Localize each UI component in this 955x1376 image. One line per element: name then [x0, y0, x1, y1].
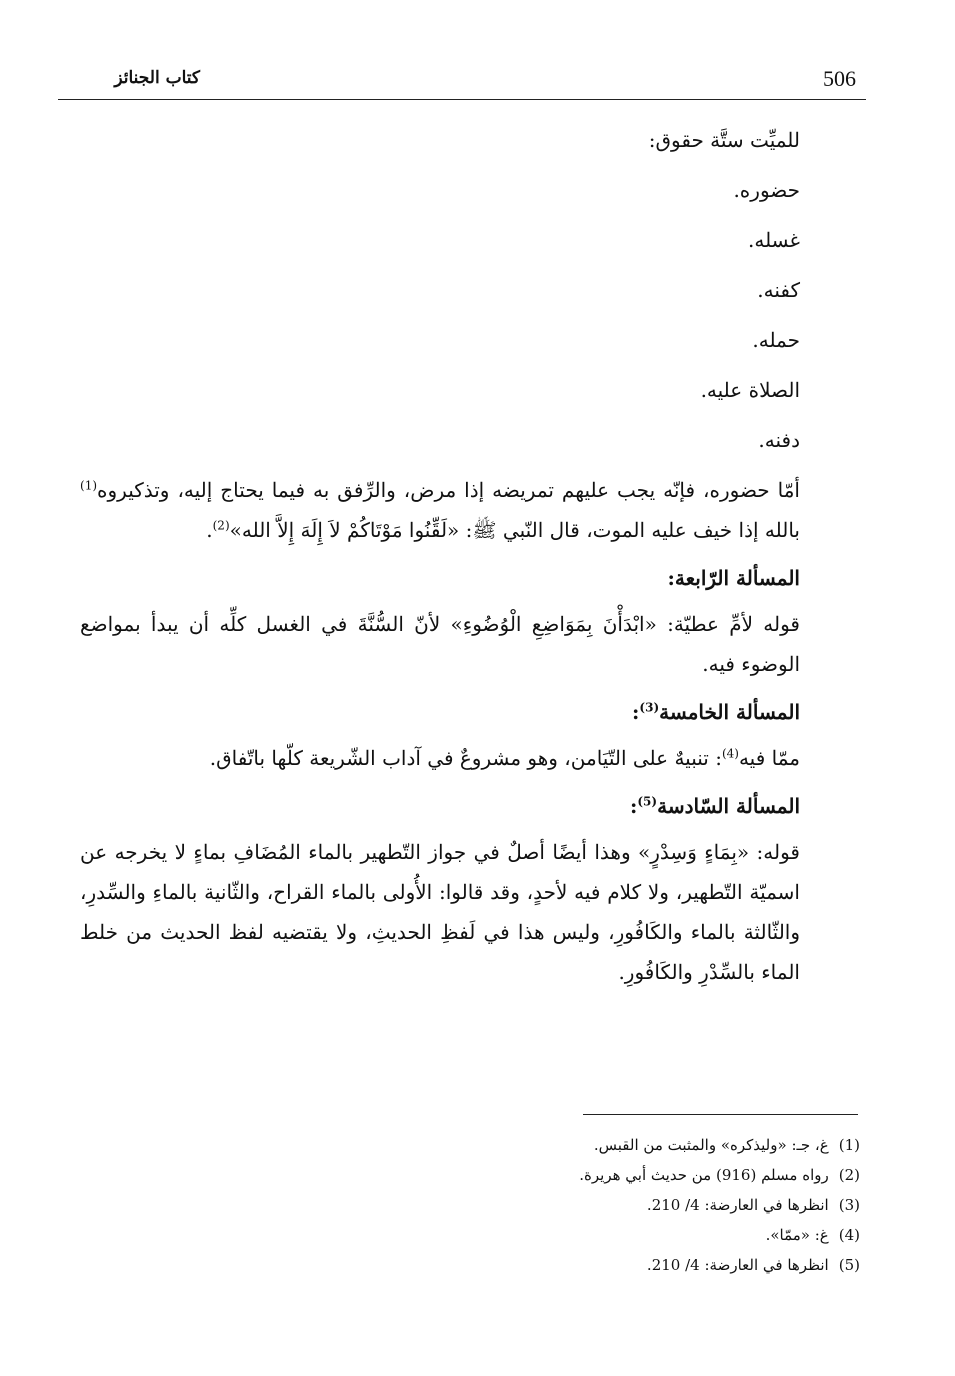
- section-4-heading: المسألة الرّابعة:: [667, 566, 800, 590]
- presence-text-a: أمّا حضوره، فإنّه يجب عليهم تمريضه إذا مرض، والرِّفق به فيما يحتاج إليه، وتذكيروه: [97, 478, 800, 502]
- presence-text-c: .: [206, 518, 213, 542]
- footnote-4-number: (4): [838, 1226, 860, 1244]
- footnote-ref-2: (2): [212, 518, 230, 533]
- footnote-rule: [583, 1114, 858, 1115]
- footnote-3-text: انظرها في العارضة: 4/ 210.: [646, 1196, 829, 1214]
- footnote-3: [380, 1190, 860, 1220]
- section-6-body: قوله: «بِمَاءٍ وَسِدْرٍ» وهذا أيضًا أصلٌ في جواز التّطهير بالماء المُضَافِ بماءٍ لا يخرجه عن اسميّة التّطهير، ولا كلام فيه لأحدٍ، وقد قالوا: الأُولى بالماء القراح، والثّانية بالماءِ والسِّدرِ، والثّالثة بالماء والكَافُورِ، وليس هذا في لَفظِ الحديثِ، ولا يقتضيه لفظ الحديث من خلط الماء بالسِّدْرِ والكَافُورِ.: [80, 840, 801, 984]
- header-rule: [58, 99, 866, 100]
- footnote-1-number: (1): [838, 1136, 860, 1154]
- section-6-heading-colon: :: [629, 794, 638, 818]
- footnote-5: [380, 1250, 860, 1280]
- footnote-4-text: غ: «ممّا».: [765, 1226, 829, 1244]
- footnote-2-number: (2): [838, 1166, 860, 1184]
- section-6-heading-text: المسألة السّادسة: [657, 794, 800, 818]
- footnote-4: [380, 1220, 860, 1250]
- footnote-ref-3: (3): [639, 700, 660, 715]
- section-6-heading: [80, 786, 800, 826]
- presence-text-b: بالله إذا خيف عليه الموت، قال النّبي ﷺ: «لَقِّنُوا مَوْتَاكُمْ لاَ إِلَهَ إِلاَّ الله»: [229, 518, 800, 542]
- footnote-ref-1: (1): [80, 478, 98, 493]
- footnote-2-text: رواه مسلم (916) من حديث أبي هريرة.: [579, 1166, 829, 1184]
- section-5-heading: [80, 692, 800, 732]
- footnote-5-text: انظرها في العارضة: 4/ 210.: [646, 1256, 829, 1274]
- right-item-shroud: كفنه.: [757, 278, 800, 302]
- footnote-ref-5: (5): [637, 794, 658, 809]
- section-5-body-b: : تنبيهٌ على التّيَامن، وهو مشروعٌ في آداب الشّريعة كلّها باتّفاق.: [209, 746, 722, 770]
- footnote-3-number: (3): [838, 1196, 860, 1214]
- footnote-1-text: غ، جـ: «وليذكره» والمثبت من القبس.: [593, 1136, 829, 1154]
- footnote-ref-4: (4): [721, 746, 739, 761]
- right-item-burial: دفنه.: [758, 428, 800, 452]
- page-number: 506: [823, 66, 856, 91]
- section-5-heading-text: المسألة الخامسة: [659, 700, 800, 724]
- rights-intro: للميِّت ستَّة حقوق:: [648, 128, 800, 152]
- right-item-carrying: حمله.: [752, 328, 800, 352]
- section-4-body: قوله لأمِّ عطيّة: «ابْدَأْنَ بِمَوَاضِعِ الْوُضُوءِ» لأنّ السُّنَّةَ في الغسل كلِّه أن يبدأ بمواضع الوضوء فيه.: [80, 612, 800, 676]
- section-5-heading-colon: :: [632, 700, 640, 724]
- running-title: كتاب الجنائز: [114, 68, 200, 88]
- right-item-presence: حضوره.: [733, 178, 800, 202]
- footnotes: [380, 1130, 860, 1280]
- main-text: [80, 120, 800, 998]
- footnote-5-number: (5): [838, 1256, 860, 1274]
- section-5-body: [80, 738, 800, 778]
- presence-paragraph: [80, 470, 800, 550]
- right-item-washing: غسله.: [747, 228, 800, 252]
- footnote-1: [380, 1130, 860, 1160]
- section-5-body-a: ممّا فيه: [738, 746, 800, 770]
- footnote-2: [380, 1160, 860, 1190]
- right-item-prayer: الصلاة عليه.: [700, 378, 800, 402]
